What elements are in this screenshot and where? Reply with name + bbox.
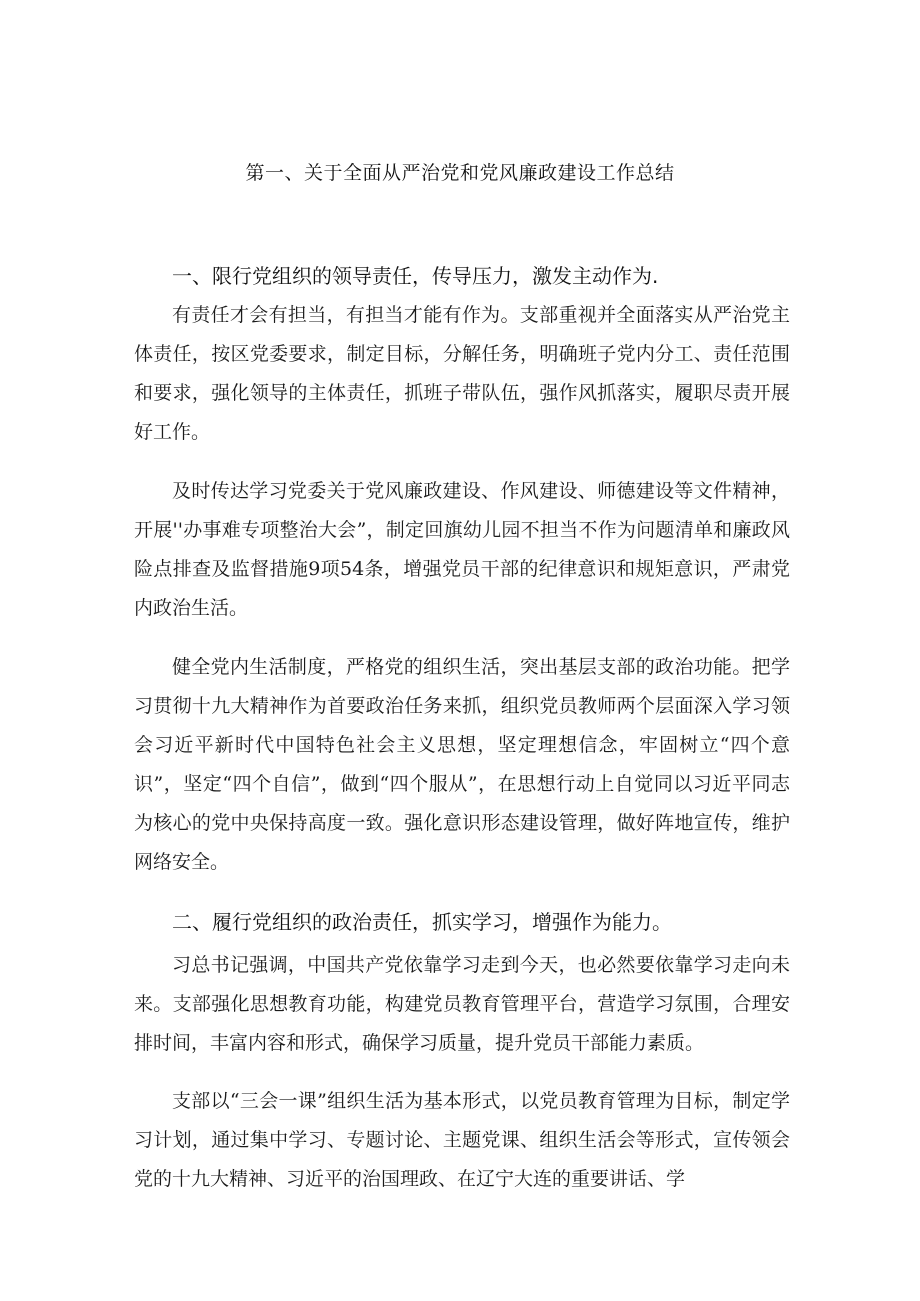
document-title: 第一、关于全面从严治党和党风廉政建设工作总结	[245, 162, 675, 184]
paragraph-2-2: 支部以“三会一课”组织生活为基本形式，以党员教育管理为目标，制定学习计划，通过集中学习、专题讨论、主题党课、组织生活会等形式，宣传领会党的十九大精神、习近平的治国理政、在辽宁大连的重要讲话、学	[134, 1090, 790, 1190]
paragraph-1-1: 有责任才会有担当，有担当才能有作为。支部重视并全面落实从严治党主体责任，按区党委要求，制定目标，分解任务，明确班子党内分工、责任范围和要求，强化领导的主体责任，抓班子带队伍，强作风抓落实，履职尽责开展好工作。	[134, 304, 790, 443]
section-heading-2: 二、履行党组织的政治责任，抓实学习，增强作为能力。	[172, 910, 672, 934]
paragraph-2-1: 习总书记强调，中国共产党依靠学习走到今天，也必然要依靠学习走向未来。支部强化思想教育功能，构建党员教育管理平台，营造学习氛围，合理安排时间，丰富内容和形式，确保学习质量，提升党员干部能力素质。	[134, 954, 790, 1054]
section-heading-1: 一、限行党组织的领导责任，传导压力，激发主动作为.	[172, 264, 659, 288]
paragraph-1-2: 及时传达学习党委关于党风廉政建设、作风建设、师德建设等文件精神，开展''办事难专项整治大会”，制定回旗幼儿园不担当不作为问题清单和廉政风险点排查及监督措施9项54条，增强党员干部的纪律意识和规矩意识，严肃党内政治生活。	[134, 480, 790, 619]
paragraph-1-3: 健全党内生活制度，严格党的组织生活，突出基层支部的政治功能。把学习贯彻十九大精神作为首要政治任务来抓，组织党员教师两个层面深入学习领会习近平新时代中国特色社会主义思想，坚定理想信念，牢固树立“四个意识”，坚定“四个自信”，做到“四个服从”，在思想行动上自觉同以习近平同志为核心的党中央保持高度一致。强化意识形态建设管理，做好阵地宣传，维护网络安全。	[134, 656, 790, 873]
